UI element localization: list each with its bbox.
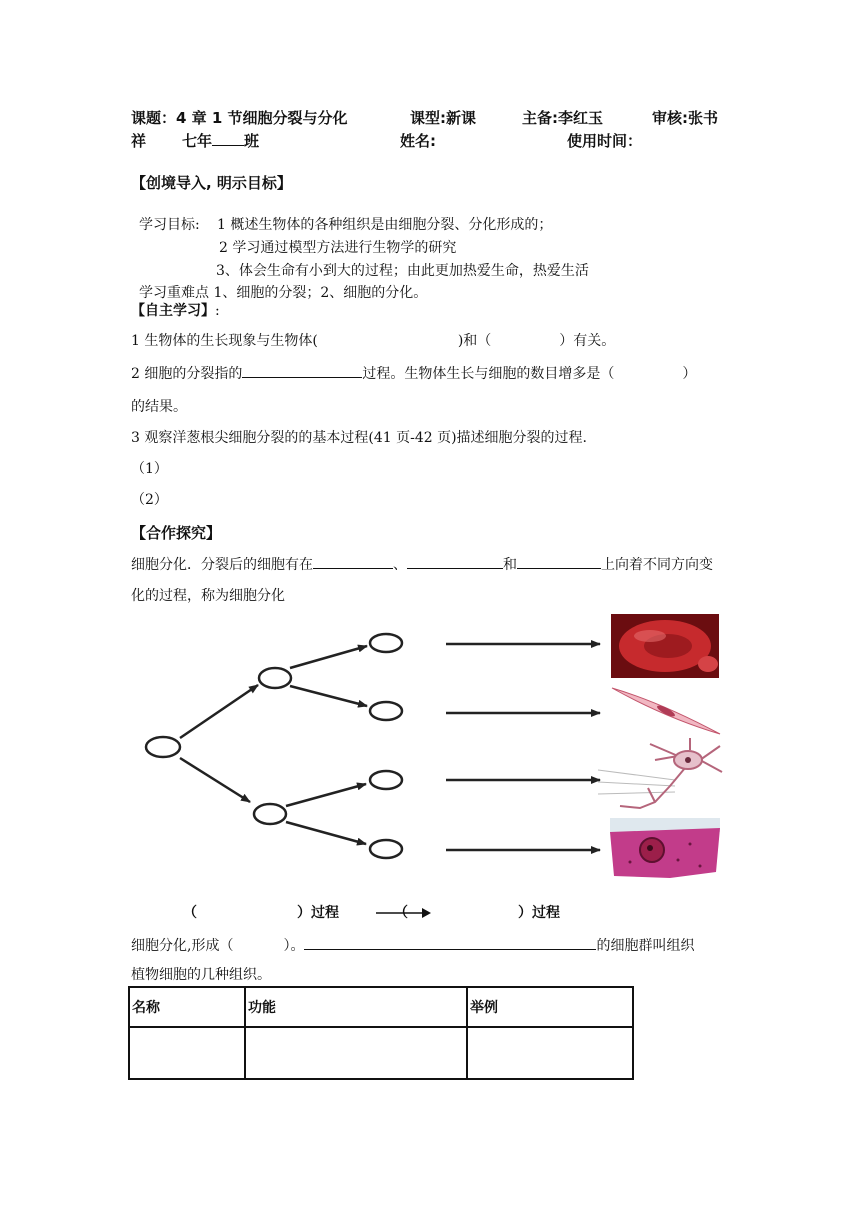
reviewer-continued: 祥 xyxy=(131,132,147,150)
class-label-grade: 七年 xyxy=(182,132,213,150)
time-label: 使用时间： xyxy=(567,132,643,150)
process-right-close: ）过程 xyxy=(518,905,560,921)
question-2-end: 的结果。 xyxy=(131,399,187,415)
cell-circle-root xyxy=(146,737,180,757)
lesson-reviewer: 审核:张书 xyxy=(652,109,718,127)
cell-name[interactable] xyxy=(129,1027,245,1079)
q1-part-b: )和（ xyxy=(457,333,492,349)
process-left-open: （ xyxy=(183,905,197,921)
process-label-right xyxy=(394,902,560,922)
section-title-self-study xyxy=(131,300,220,320)
table-header-row xyxy=(129,987,633,1027)
diff-blank-3[interactable] xyxy=(517,554,601,569)
arrow-root-to-lower xyxy=(180,758,250,802)
key-points: 学习重难点 1、细胞的分裂；2、细胞的分化。 xyxy=(139,285,428,301)
question-2 xyxy=(131,363,696,383)
tissue-sentence xyxy=(131,935,694,955)
q2-blank-1[interactable] xyxy=(242,363,362,378)
q2-part-b: 过程。生物体生长与细胞的数目增多是（ xyxy=(362,366,615,382)
section-title-intro: 【创境导入, 明示目标】 xyxy=(131,174,292,192)
arrow-root-to-upper xyxy=(180,685,258,738)
section-title-cooperation: 【合作探究】 xyxy=(131,524,222,542)
arrow-upper-to-b xyxy=(290,686,367,706)
q2-part-a: 2 细胞的分裂指的 xyxy=(131,366,243,382)
cell-circle-a xyxy=(370,634,402,652)
tissue-part-c: 的细胞群叫组织 xyxy=(596,938,695,954)
diff-part-a: 细胞分化．分裂后的细胞有在 xyxy=(131,557,313,573)
goal-label: 学习目标: xyxy=(139,217,200,233)
goal-3: 3、体会生命有小到大的过程；由此更加热爱生命，热爱生活 xyxy=(216,263,589,279)
question-3: 3 观察洋葱根尖细胞分裂的的基本过程(41 页-42 页)描述细胞分裂的过程. xyxy=(131,430,587,446)
cell-circle-d xyxy=(370,840,402,858)
red-blood-cell-image xyxy=(611,614,719,678)
arrow-lower-to-d xyxy=(286,822,366,844)
header-function: 功能 xyxy=(245,987,467,1027)
q1-part-c: ）有关。 xyxy=(559,333,616,349)
header-name: 名称 xyxy=(129,987,245,1027)
lesson-type: 课型:新课 xyxy=(410,109,476,127)
differentiation-sentence xyxy=(131,554,713,574)
name-label: 姓名: xyxy=(400,132,436,150)
diff-part-b: 上向着不同方向变 xyxy=(601,557,713,573)
arrow-upper-to-a xyxy=(290,646,367,668)
plant-tissue-table xyxy=(128,986,634,1080)
process-label-left xyxy=(183,902,339,922)
header-example: 举例 xyxy=(467,987,633,1027)
diff-sep-2: 和 xyxy=(503,557,517,573)
lesson-preparer: 主备:李红玉 xyxy=(522,109,603,127)
step-1: （1） xyxy=(131,461,168,477)
self-study-title: 【自主学习】 xyxy=(131,303,215,319)
tissue-part-a: 细胞分化,形成（ xyxy=(131,938,234,954)
tissue-blank-2[interactable] xyxy=(304,935,596,950)
nerve-cell-image xyxy=(598,738,722,808)
table-row xyxy=(129,1027,633,1079)
goal-2: 2 学习通过模型方法进行生物学的研究 xyxy=(219,240,457,256)
self-study-colon: : xyxy=(215,303,220,319)
process-right-open: （ xyxy=(394,905,408,921)
cell-division-diagram xyxy=(130,610,730,882)
arrow-lower-to-c xyxy=(286,784,366,806)
lesson-topic: 课题：4 章 1 节细胞分裂与分化 xyxy=(131,109,348,127)
diff-blank-1[interactable] xyxy=(313,554,393,569)
q1-part-a: 1 生物体的生长现象与生物体( xyxy=(131,333,318,349)
process-left-close: ）过程 xyxy=(297,905,339,921)
cell-circle-lower xyxy=(254,804,286,824)
cell-circle-c xyxy=(370,771,402,789)
muscle-cell-image xyxy=(612,688,720,734)
epithelial-cell-image xyxy=(610,818,720,878)
diff-sep-1: 、 xyxy=(393,557,407,573)
cell-circle-b xyxy=(370,702,402,720)
cell-function[interactable] xyxy=(245,1027,467,1079)
question-1 xyxy=(131,330,615,350)
q2-part-c: ） xyxy=(682,366,697,382)
tissue-part-b: ）。 xyxy=(283,938,305,954)
goal-1: 1 概述生物体的各种组织是由细胞分裂、分化形成的； xyxy=(217,217,553,233)
class-field xyxy=(182,130,259,151)
plant-tissue-heading: 植物细胞的几种组织。 xyxy=(131,967,271,983)
diff-blank-2[interactable] xyxy=(407,554,503,569)
differentiation-sentence-end: 化的过程，称为细胞分化 xyxy=(131,588,285,604)
cell-circle-upper xyxy=(259,668,291,688)
step-2: （2） xyxy=(131,492,168,508)
class-label-ban: 班 xyxy=(244,132,260,150)
class-blank[interactable] xyxy=(212,131,244,146)
cell-example[interactable] xyxy=(467,1027,633,1079)
